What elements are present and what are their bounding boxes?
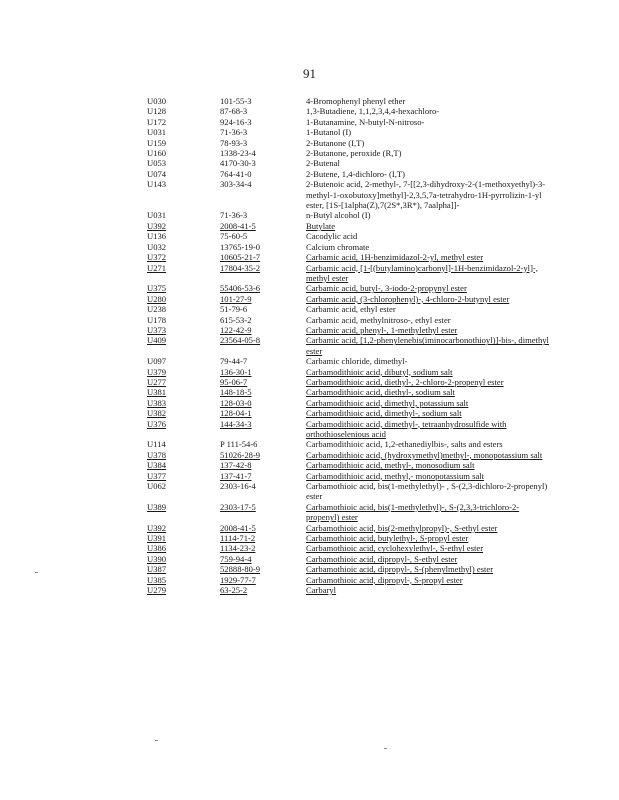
waste-code: U386 xyxy=(147,543,167,554)
table-row xyxy=(147,398,552,408)
waste-code: U280 xyxy=(147,293,167,304)
table-row xyxy=(147,335,552,356)
waste-code: U381 xyxy=(147,387,167,398)
chemical-name: Carbamothioic acid, dipropyl-, S-ethyl ester xyxy=(306,553,458,564)
cas-number: 23564-05-8 xyxy=(220,335,261,346)
table-row xyxy=(147,283,552,293)
waste-code: U053 xyxy=(147,158,167,169)
chemical-name: Carbamodithioic acid, (hydroxymethyl)methyl-, monopotassium salt xyxy=(306,449,543,460)
cas-number: 1114-71-2 xyxy=(220,533,256,544)
waste-code: U379 xyxy=(147,366,167,377)
cas-number: 79-44-7 xyxy=(220,356,248,367)
waste-code: U031 xyxy=(147,127,167,138)
table-row xyxy=(147,106,552,116)
chemical-name: Carbamodithioic acid, methyl-, monosodium salt xyxy=(306,460,475,471)
cas-number: 122-42-9 xyxy=(220,324,252,335)
cas-number: 137-42-8 xyxy=(220,460,252,471)
table-row xyxy=(147,585,552,595)
table-row xyxy=(147,158,552,168)
waste-code: U271 xyxy=(147,262,167,273)
waste-code: U387 xyxy=(147,564,167,575)
cas-number: 924-16-3 xyxy=(220,116,252,127)
waste-code: U390 xyxy=(147,553,167,564)
waste-code: U373 xyxy=(147,324,167,335)
chemical-name: Carbamodithioic acid, dibutyl, sodium salt xyxy=(306,366,453,377)
table-row xyxy=(147,96,552,106)
chemical-name: Carbamothioic acid, butylethyl-, S-propyl ester xyxy=(306,533,469,544)
waste-code: U178 xyxy=(147,314,167,325)
table-row xyxy=(147,543,552,553)
cas-number: 87-68-3 xyxy=(220,106,248,117)
waste-code: U114 xyxy=(147,439,166,450)
table-row xyxy=(147,138,552,148)
waste-code: U030 xyxy=(147,96,167,106)
table-row xyxy=(147,502,552,523)
chemical-name: 4-Bromophenyl phenyl ether xyxy=(306,96,406,106)
table-row xyxy=(147,210,552,220)
waste-code: U032 xyxy=(147,241,167,252)
waste-code: U143 xyxy=(147,179,167,190)
waste-code: U172 xyxy=(147,116,167,127)
cas-number: 13765-19-0 xyxy=(220,241,261,252)
table-row xyxy=(147,148,552,158)
table-row xyxy=(147,356,552,366)
waste-code: U277 xyxy=(147,376,167,387)
chemical-name: Cacodylic acid xyxy=(306,231,358,242)
table-row xyxy=(147,533,552,543)
chemical-name: 1-Butanamine, N-butyl-N-nitroso- xyxy=(306,116,425,127)
table-row xyxy=(147,419,552,440)
waste-code: U279 xyxy=(147,585,167,596)
waste-code: U238 xyxy=(147,304,167,315)
chemical-name: Carbamodithioic acid, diethyl-, sodium salt xyxy=(306,387,455,398)
chemical-name: Carbamic acid, ethyl ester xyxy=(306,304,396,315)
cas-number: 144-34-3 xyxy=(220,418,252,429)
waste-code: U159 xyxy=(147,137,167,148)
table-row xyxy=(147,387,552,397)
table-row xyxy=(147,242,552,252)
chemical-name: 1,3-Butadiene, 1,1,2,3,4,4-hexachloro- xyxy=(306,106,440,117)
waste-code: U097 xyxy=(147,356,167,367)
cas-number: 136-30-1 xyxy=(220,366,252,377)
cas-number: 4170-30-3 xyxy=(220,158,256,169)
scan-speck xyxy=(384,748,387,749)
chemical-name: Carbamodithioic acid, dimethyl-, tetraanhydrosulfide with orthothioselenious acid xyxy=(306,418,507,439)
chemical-name: 2-Butenoic acid, 2-methyl-, 7-[[2,3-dihydroxy-2-(1-methoxyethyl)-3-methyl-1-oxobutoxy]methyl]-2,3,5,7a-tetrahydro-1H-pyrrolizin-1-yl ester, [1S-[1alpha(Z),7(2S*,3R*), 7aalpha]]- xyxy=(306,179,546,211)
chemical-name: Carbamic acid, [1-[(butylamino)carbonyl]-1H-benzimidazol-2-yl]-, methyl ester xyxy=(306,262,538,283)
table-row xyxy=(147,564,552,574)
cas-number: 52888-80-9 xyxy=(220,564,261,575)
table-row xyxy=(147,315,552,325)
waste-code: U385 xyxy=(147,574,167,585)
table-row xyxy=(147,377,552,387)
cas-number: P 111-54-6 xyxy=(220,439,258,450)
table-row xyxy=(147,263,552,284)
table-row xyxy=(147,554,552,564)
table-row xyxy=(147,304,552,314)
cas-number: 101-55-3 xyxy=(220,96,252,106)
table-row xyxy=(147,471,552,481)
chemical-name: Carbamodithioic acid, dimethyl, potassium salt xyxy=(306,397,469,408)
chemical-name: Carbamic acid, butyl-, 3-iodo-2-propynyl ester xyxy=(306,283,467,294)
cas-number: 764-41-0 xyxy=(220,168,252,179)
waste-code-table xyxy=(147,96,552,596)
chemical-name: Carbamothioic acid, dipropyl-, S-propyl ester xyxy=(306,574,463,585)
table-row xyxy=(147,179,552,210)
cas-number: 1338-23-4 xyxy=(220,148,256,159)
cas-number: 2303-17-5 xyxy=(220,501,256,512)
chemical-name: Carbamic acid, phenyl-, 1-methylethyl ester xyxy=(306,324,458,335)
cas-number: 75-60-5 xyxy=(220,231,248,242)
waste-code: U375 xyxy=(147,283,167,294)
cas-number: 17804-35-2 xyxy=(220,262,261,273)
cas-number: 2303-16-4 xyxy=(220,481,256,492)
waste-code: U392 xyxy=(147,220,167,231)
waste-code: U160 xyxy=(147,148,167,159)
chemical-name: Carbamic acid, [1,2-phenylenebis(iminocarbonothioyl)]-bis-, dimethyl ester xyxy=(306,335,549,356)
waste-code: U136 xyxy=(147,231,167,242)
cas-number: 95-06-7 xyxy=(220,376,248,387)
cas-number: 303-34-4 xyxy=(220,179,252,190)
chemical-name: Carbamothioic acid, dipropyl-, S-(phenylmethyl) ester xyxy=(306,564,494,575)
chemical-name: Carbamic acid, (3-chlorophenyl)-, 4-chloro-2-butynyl ester xyxy=(306,293,510,304)
chemical-name: Carbaryl xyxy=(306,585,337,596)
chemical-name: Carbamodithioic acid, diethyl-, 2-chloro-2-propenyl ester xyxy=(306,376,504,387)
cas-number: 78-93-3 xyxy=(220,137,248,148)
cas-number: 128-04-1 xyxy=(220,408,252,419)
cas-number: 148-18-5 xyxy=(220,387,252,398)
chemical-name: 2-Butanone (I,T) xyxy=(306,137,365,148)
waste-code: U383 xyxy=(147,397,167,408)
chemical-name: Carbamodithioic acid, methyl,- monopotassium salt xyxy=(306,470,485,481)
chemical-name: 2-Butanone, peroxide (R,T) xyxy=(306,148,402,159)
table-row xyxy=(147,408,552,418)
table-row xyxy=(147,481,552,502)
chemical-name: Carbamic acid, methylnitroso-, ethyl ester xyxy=(306,314,451,325)
waste-code: U062 xyxy=(147,481,167,492)
cas-number: 51-79-6 xyxy=(220,304,248,315)
waste-code: U409 xyxy=(147,335,167,346)
scan-speck xyxy=(155,740,158,741)
waste-code: U392 xyxy=(147,522,167,533)
chemical-name: 2-Butenal xyxy=(306,158,340,169)
chemical-name: Butylate xyxy=(306,220,336,231)
cas-number: 2008-41-5 xyxy=(220,522,256,533)
waste-code: U378 xyxy=(147,449,167,460)
chemical-name: Carbamic acid, 1H-benzimidazol-2-yl, methyl ester xyxy=(306,252,484,263)
cas-number: 1134-23-2 xyxy=(220,543,256,554)
cas-number: 51026-28-9 xyxy=(220,449,261,460)
table-row xyxy=(147,221,552,231)
table-row xyxy=(147,367,552,377)
table-row xyxy=(147,325,552,335)
cas-number: 71-36-3 xyxy=(220,210,248,221)
table-row xyxy=(147,127,552,137)
cas-number: 2008-41-5 xyxy=(220,220,256,231)
table-row xyxy=(147,523,552,533)
waste-code: U382 xyxy=(147,408,167,419)
cas-number: 615-53-2 xyxy=(220,314,252,325)
waste-code: U128 xyxy=(147,106,167,117)
table-row xyxy=(147,231,552,241)
chemical-name: Carbamic chloride, dimethyl- xyxy=(306,356,408,367)
page-number: 91 xyxy=(303,66,316,81)
waste-code: U391 xyxy=(147,533,167,544)
waste-code: U384 xyxy=(147,460,167,471)
chemical-name: 1-Butanol (I) xyxy=(306,127,352,138)
cas-number: 55406-53-6 xyxy=(220,283,261,294)
waste-code: U074 xyxy=(147,168,167,179)
cas-number: 10605-21-7 xyxy=(220,252,261,263)
waste-code: U389 xyxy=(147,501,167,512)
chemical-name: 2-Butene, 1,4-dichloro- (I,T) xyxy=(306,168,406,179)
waste-code: U376 xyxy=(147,418,167,429)
cas-number: 101-27-9 xyxy=(220,293,252,304)
cas-number: 71-36-3 xyxy=(220,127,248,138)
table-row xyxy=(147,294,552,304)
table-row xyxy=(147,117,552,127)
waste-code: U031 xyxy=(147,210,167,221)
chemical-name: Carbamothioic acid, cyclohexylethyl-, S-ethyl ester xyxy=(306,543,484,554)
table-row xyxy=(147,460,552,470)
table-row xyxy=(147,439,552,449)
table-row xyxy=(147,575,552,585)
table-row xyxy=(147,450,552,460)
waste-code: U377 xyxy=(147,470,167,481)
chemical-name: Calcium chromate xyxy=(306,241,370,252)
cas-number: 63-25-2 xyxy=(220,585,248,596)
cas-number: 1929-77-7 xyxy=(220,574,256,585)
scan-speck xyxy=(35,572,38,573)
chemical-name: Carbamodithioic acid, 1,2-ethanediylbis-, salts and esters xyxy=(306,439,503,450)
cas-number: 128-03-0 xyxy=(220,397,252,408)
waste-code: U372 xyxy=(147,252,167,263)
chemical-name: Carbamothioic acid, bis(1-methylethyl)- , S-(2,3-dichloro-2-propenyl) ester xyxy=(306,481,548,502)
chemical-name: Carbamodithioic acid, dimethyl-, sodium salt xyxy=(306,408,462,419)
table-row xyxy=(147,252,552,262)
chemical-name: n-Butyl alcohol (I) xyxy=(306,210,371,221)
cas-number: 137-41-7 xyxy=(220,470,252,481)
chemical-name: Carbamothioic acid, bis(2-methylpropyl)-, S-ethyl ester xyxy=(306,522,498,533)
table-row xyxy=(147,169,552,179)
cas-number: 759-94-4 xyxy=(220,553,252,564)
chemical-name: Carbamothioic acid, bis(1-methylethyl)-, S-(2,3,3-trichloro-2-propenyl) ester xyxy=(306,501,520,523)
